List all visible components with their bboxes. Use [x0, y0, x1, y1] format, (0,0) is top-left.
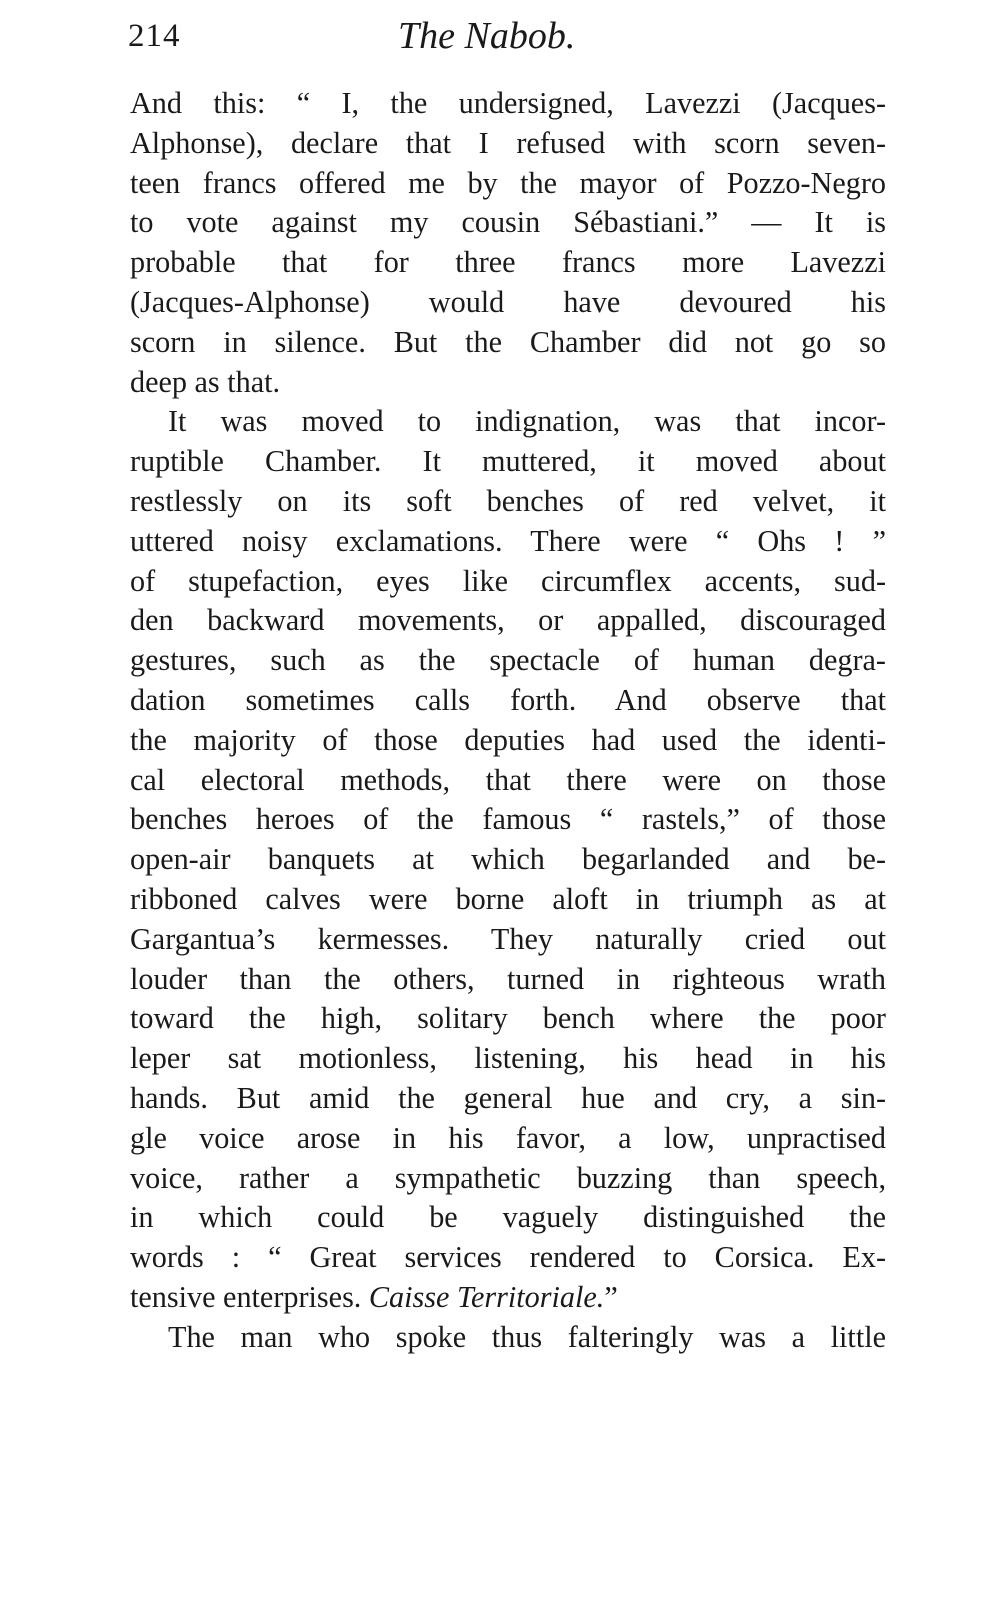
text-line: It was moved to indignation, was that incor-	[168, 404, 886, 439]
page-number: 214	[128, 18, 181, 54]
text-line: The man who spoke thus falteringly was a little	[168, 1319, 886, 1354]
text-line: voice, rather a sympathetic buzzing than speech,	[130, 1160, 886, 1195]
running-title: The Nabob.	[398, 15, 576, 57]
closing-quote: ”	[604, 1279, 618, 1314]
text-line: probable that for three francs more Lavezzi	[130, 245, 886, 280]
text-line: words : “ Great services rendered to Corsica. Ex-	[130, 1240, 886, 1275]
text-line: gestures, such as the spectacle of human degra-	[130, 643, 886, 678]
body-text	[130, 84, 886, 1358]
text-line: Alphonse), declare that I refused with scorn seven-	[130, 125, 886, 160]
text-run: tensive enterprises.	[130, 1279, 369, 1314]
text-line: uttered noisy exclamations. There were “ Ohs ! ”	[130, 523, 886, 558]
text-line: teen francs offered me by the mayor of Pozzo-Negro	[130, 165, 886, 200]
text-line: gle voice arose in his favor, a low, unpractised	[130, 1120, 886, 1155]
text-line: restlessly on its soft benches of red velvet, it	[130, 483, 886, 518]
text-line: cal electoral methods, that there were on those	[130, 762, 886, 797]
text-line: in which could be vaguely distinguished the	[130, 1200, 886, 1235]
page-header	[128, 14, 888, 60]
text-line: benches heroes of the famous “ rastels,” of those	[130, 802, 886, 837]
italic-term: Caisse Territoriale.	[368, 1279, 605, 1314]
text-line: ruptible Chamber. It muttered, it moved about	[130, 444, 886, 479]
text-line: the majority of those deputies had used the identi-	[130, 722, 886, 757]
text-line: toward the high, solitary bench where the poor	[130, 1001, 886, 1036]
text-line: scorn in silence. But the Chamber did not go so	[130, 324, 886, 359]
text-line: of stupefaction, eyes like circumflex accents, sud-	[130, 563, 886, 598]
text-line: dation sometimes calls forth. And observe that	[130, 682, 886, 717]
text-line: ribboned calves were borne aloft in triumph as at	[130, 881, 886, 916]
text-line: deep as that.	[130, 364, 281, 399]
text-line: leper sat motionless, listening, his head in his	[130, 1041, 886, 1076]
text-line	[130, 1278, 886, 1318]
text-line: Gargantua’s kermesses. They naturally cried out	[130, 921, 886, 956]
text-line: (Jacques-Alphonse) would have devoured his	[130, 284, 886, 319]
text-line: And this: “ I, the undersigned, Lavezzi (Jacques-	[130, 86, 886, 120]
text-line: hands. But amid the general hue and cry, a sin-	[130, 1080, 886, 1115]
text-line: open-air banquets at which begarlanded and be-	[130, 842, 886, 877]
text-line: louder than the others, turned in righteous wrath	[130, 961, 886, 996]
text-line: den backward movements, or appalled, discouraged	[130, 603, 886, 638]
text-line: to vote against my cousin Sébastiani.” — It is	[130, 205, 886, 240]
